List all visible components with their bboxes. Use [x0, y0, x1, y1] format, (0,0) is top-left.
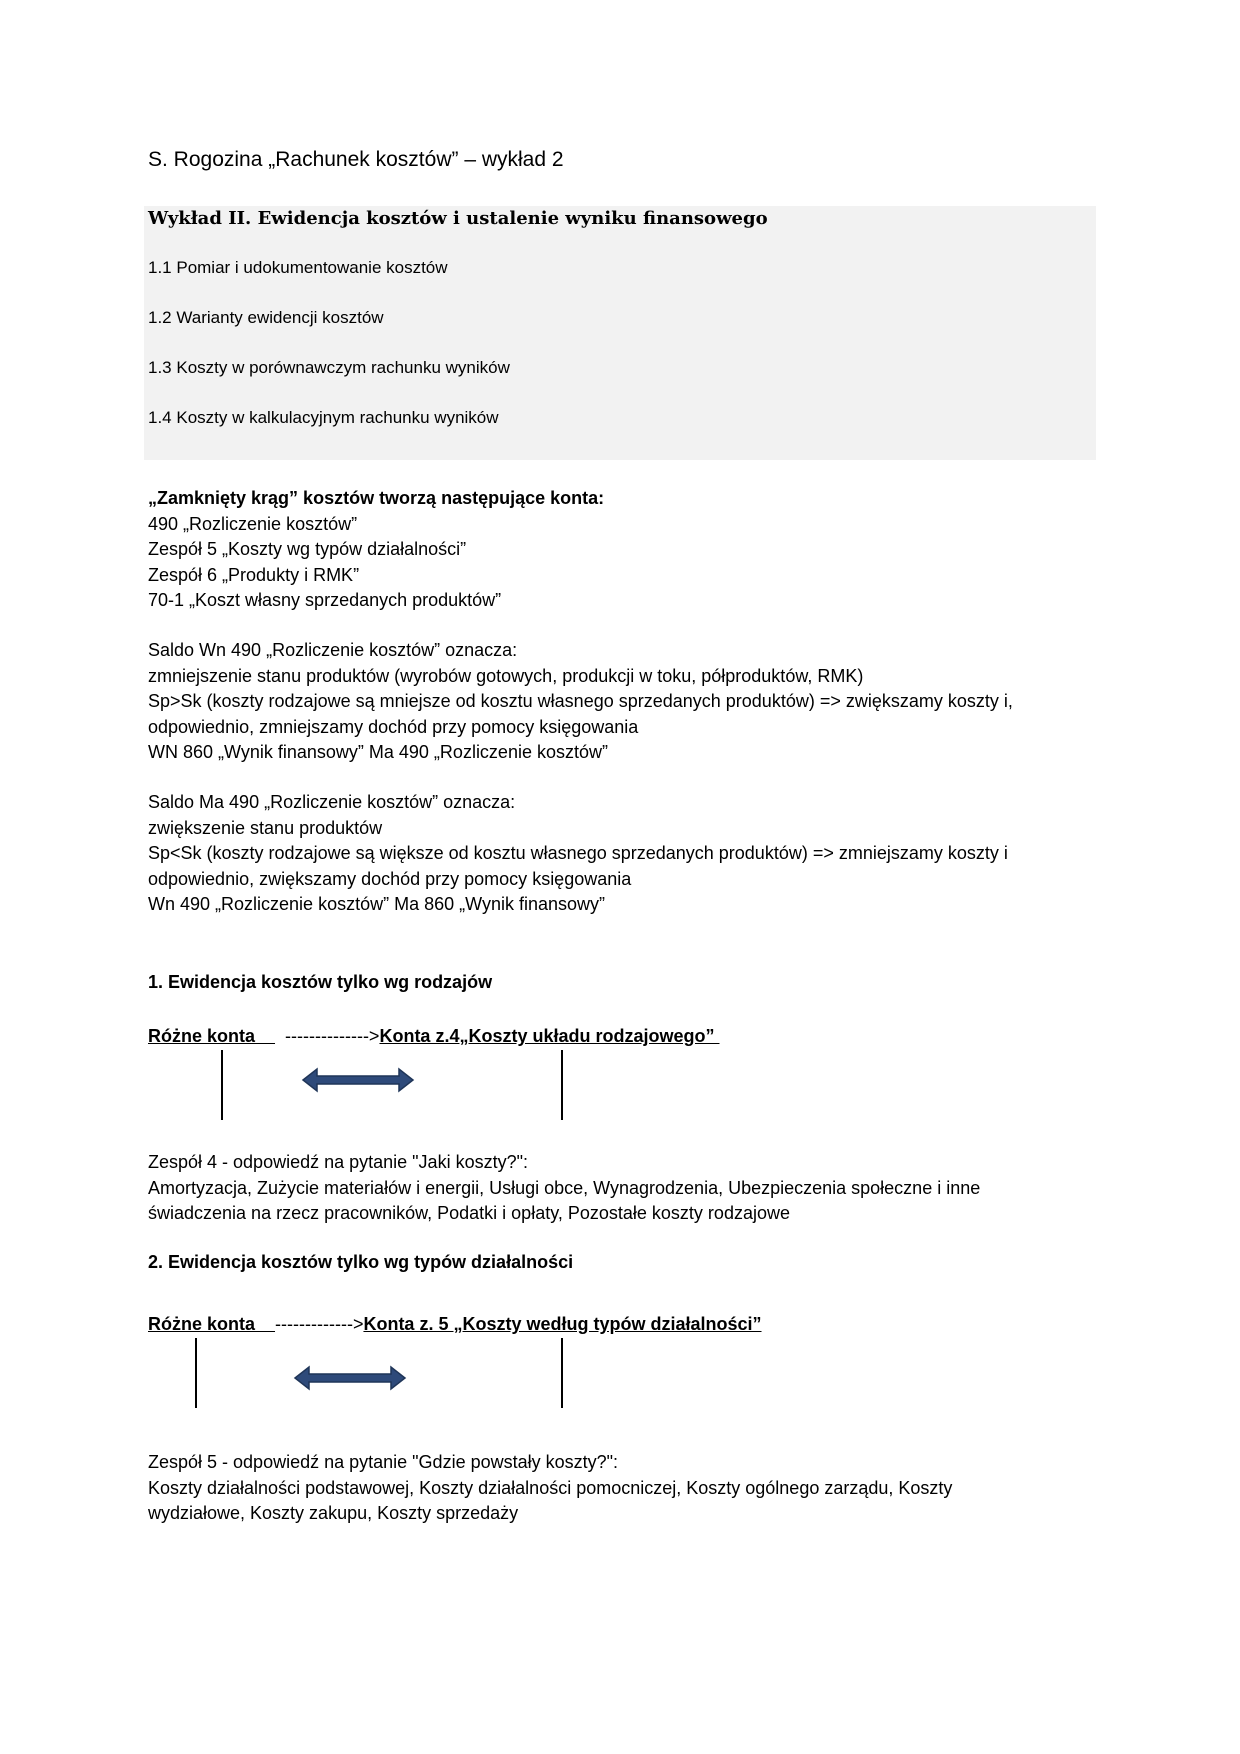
outline-item: 1.1 Pomiar i udokumentowanie kosztów — [148, 258, 448, 277]
account-line: 70-1 „Koszt własny sprzedanych produktów” — [148, 590, 502, 610]
flow-connector: --------------> — [275, 1026, 380, 1046]
text-line: Wn 490 „Rozliczenie kosztów” Ma 860 „Wynik finansowy” — [148, 894, 605, 914]
right-account-label: Konta z.4„Koszty układu rodzajowego” — [379, 1026, 720, 1046]
outline-box — [144, 206, 1096, 460]
text-line: wydziałowe, Koszty zakupu, Koszty sprzedaży — [148, 1503, 519, 1523]
saldo-wn-block — [148, 638, 1088, 766]
section-1-note — [148, 1150, 1088, 1227]
outline-item: 1.4 Koszty w kalkulacyjnym rachunku wyników — [148, 408, 499, 427]
t-account-line-left — [221, 1050, 223, 1120]
section-2-note — [148, 1450, 1088, 1527]
lecture-heading: Wykład II. Ewidencja kosztów i ustalenie wyniku finansowego — [148, 208, 768, 229]
text-line: WN 860 „Wynik finansowy” Ma 490 „Rozliczenie kosztów” — [148, 742, 608, 762]
section-1-account-row — [148, 1026, 719, 1047]
text-line: Sp>Sk (koszty rodzajowe są mniejsze od kosztu własnego sprzedanych produktów) => zwiększamy koszty i, — [148, 691, 1013, 711]
text-line: odpowiednio, zwiększamy dochód przy pomocy księgowania — [148, 868, 632, 889]
text-line: Amortyzacja, Zużycie materiałów i energii, Usługi obce, Wynagrodzenia, Ubezpieczenia społeczne i inne — [148, 1177, 981, 1198]
text-line: Sp<Sk (koszty rodzajowe są większe od kosztu własnego sprzedanych produktów) => zmniejszamy koszty i — [148, 843, 1008, 863]
outline-item: 1.3 Koszty w porównawczym rachunku wyników — [148, 358, 510, 377]
section-2-account-row — [148, 1314, 762, 1335]
text-line: Koszty działalności podstawowej, Koszty działalności pomocniczej, Koszty ogólnego zarządu, Koszty — [148, 1477, 953, 1498]
left-account-label: Różne konta — [148, 1314, 276, 1334]
left-account-label: Różne konta — [148, 1026, 276, 1046]
t-account-line-right — [561, 1050, 563, 1120]
double-arrow-icon — [301, 1066, 415, 1094]
text-line: Zespół 4 - odpowiedź na pytanie "Jaki koszty?": — [148, 1152, 528, 1172]
outline-item: 1.2 Warianty ewidencji kosztów — [148, 308, 384, 327]
text-line: Saldo Ma 490 „Rozliczenie kosztów” oznacza: — [148, 792, 516, 812]
text-line: świadczenia na rzecz pracowników, Podatki i opłaty, Pozostałe koszty rodzajowe — [148, 1203, 790, 1223]
section-1-heading: 1. Ewidencja kosztów tylko wg rodzajów — [148, 972, 493, 992]
t-account-line-left — [195, 1338, 197, 1408]
text-line: odpowiednio, zmniejszamy dochód przy pomocy księgowania — [148, 716, 639, 737]
saldo-ma-block — [148, 790, 1088, 918]
text-line: Zespół 5 - odpowiedź na pytanie "Gdzie powstały koszty?": — [148, 1452, 619, 1472]
t-account-line-right — [561, 1338, 563, 1408]
text-line: zwiększenie stanu produktów — [148, 817, 383, 838]
account-line: 490 „Rozliczenie kosztów” — [148, 513, 358, 534]
document-title: S. Rogozina „Rachunek kosztów” – wykład 2 — [148, 148, 564, 171]
account-line: Zespół 5 „Koszty wg typów działalności” — [148, 539, 467, 559]
text-line: zmniejszenie stanu produktów (wyrobów gotowych, produkcji w toku, półproduktów, RMK) — [148, 665, 864, 686]
closed-circle-heading: „Zamknięty krąg” kosztów tworzą następujące konta: — [148, 488, 605, 508]
account-line: Zespół 6 „Produkty i RMK” — [148, 564, 360, 585]
text-line: Saldo Wn 490 „Rozliczenie kosztów” oznacza: — [148, 640, 518, 660]
right-account-label: Konta z. 5 „Koszty według typów działalności” — [363, 1314, 762, 1334]
flow-connector: -------------> — [275, 1314, 364, 1334]
double-arrow-icon — [293, 1364, 407, 1392]
closed-circle-block — [148, 486, 1088, 614]
section-2-heading: 2. Ewidencja kosztów tylko wg typów działalności — [148, 1252, 574, 1272]
